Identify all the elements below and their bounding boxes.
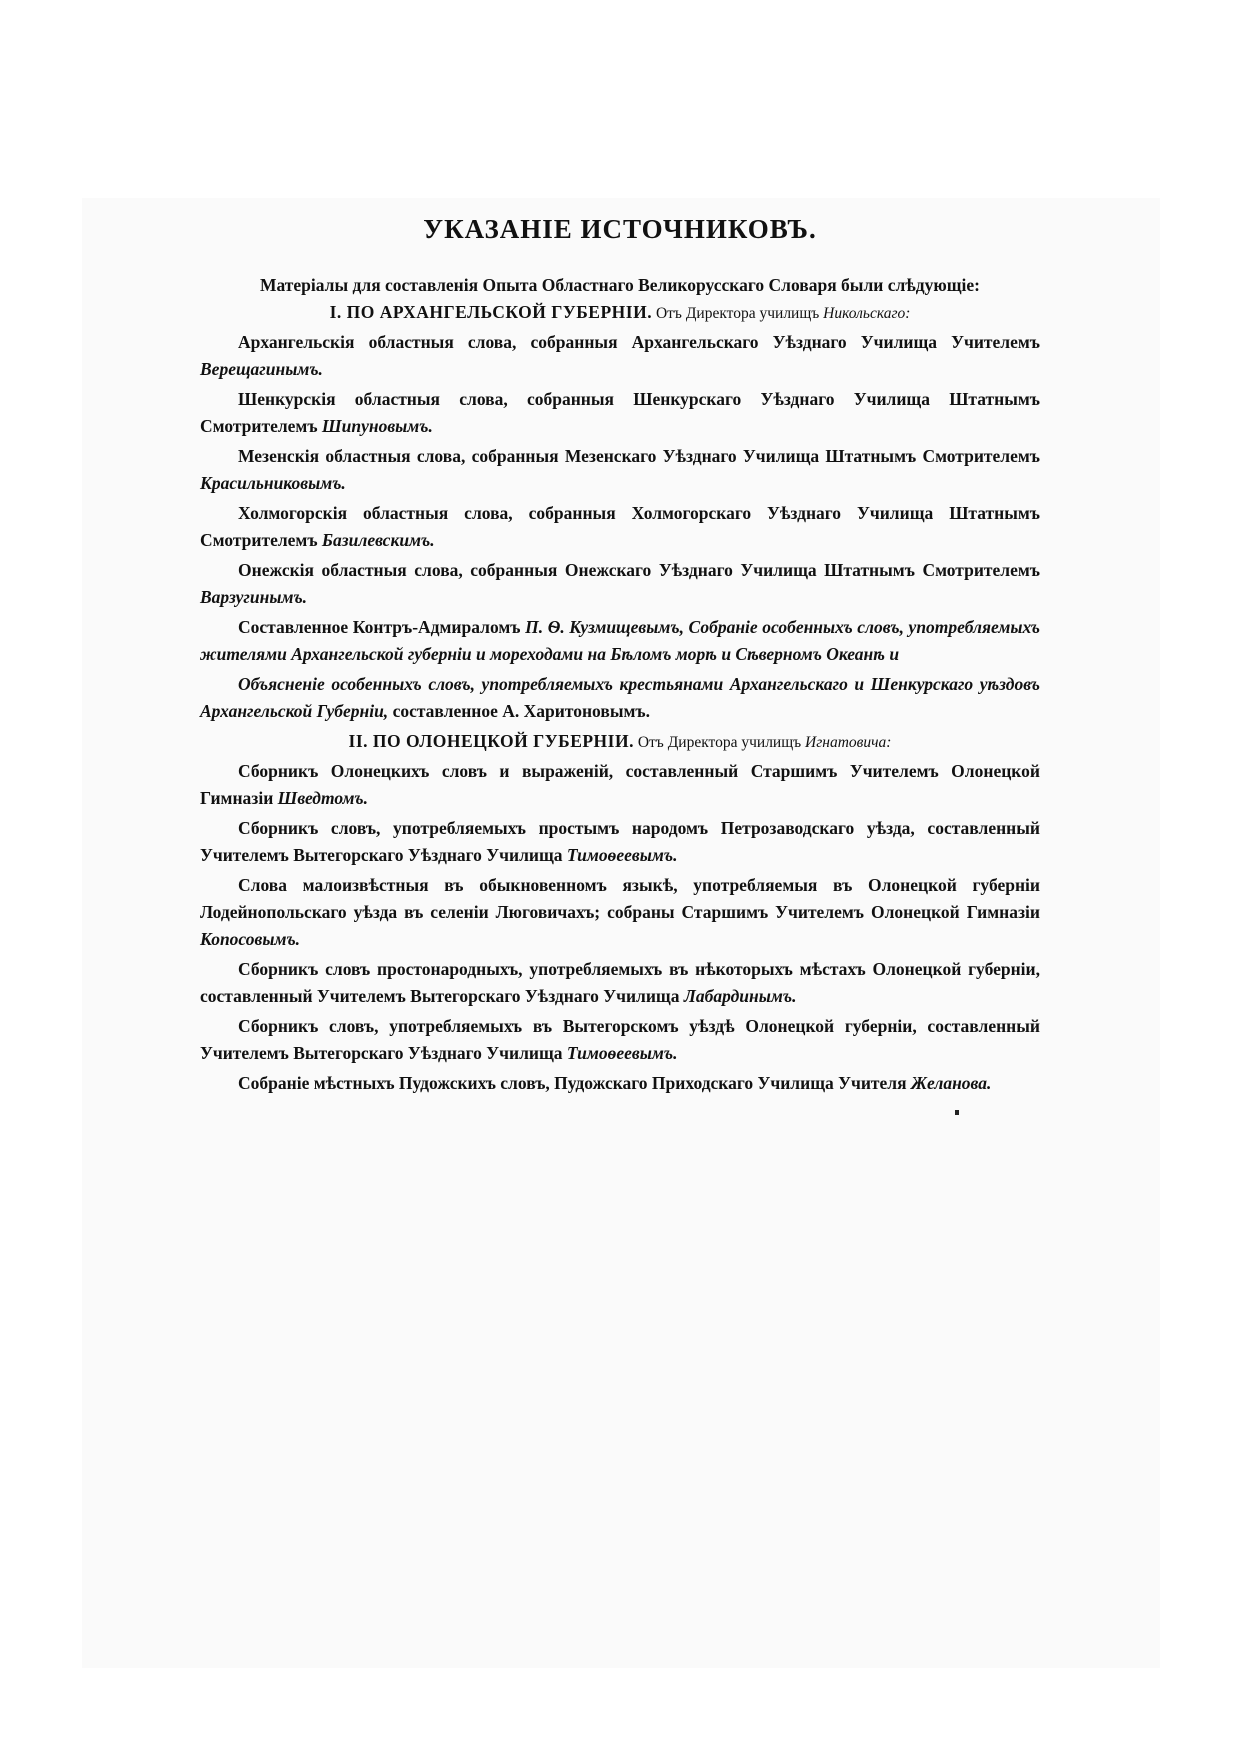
entry-author: Варзугинымъ. <box>200 587 308 607</box>
entry-text: Сборникъ словъ, употребляемыхъ простымъ народомъ Петрозаводскаго уѣзда, составленный Учителемъ Вытегорскаго Уѣзднаго Училища <box>200 818 1040 865</box>
entry-author: Объясненіе особенныхъ словъ, употребляемыхъ крестьянами Архангельскаго и Шенкурскаго уѣздовъ Архангельской Губерніи, <box>200 674 1040 721</box>
entry-text: Сборникъ Олонецкихъ словъ и выраженій, составленный Старшимъ Учителемъ Олонецкой Гимназіи <box>200 761 1040 808</box>
source-entry <box>200 557 1040 611</box>
page-title: УКАЗАНІЕ ИСТОЧНИКОВЪ. <box>423 214 817 244</box>
section-from: Отъ Директора училищъ <box>633 734 806 751</box>
entry-text: Сборникъ словъ, употребляемыхъ въ Вытегорскомъ уѣздѣ Олонецкой губерніи, составленный Учителемъ Вытегорскаго Уѣзднаго Училища <box>200 1016 1040 1063</box>
entry-author: Красильниковымъ. <box>200 473 346 493</box>
section-title: II. ПО ОЛОНЕЦКОЙ ГУБЕРНІИ. <box>348 731 634 751</box>
source-entry <box>200 614 1040 668</box>
entry-author: Шведтомъ. <box>277 788 369 808</box>
entry-text: Мезенскія областныя слова, собранныя Мезенскаго Уѣзднаго Училища Штатнымъ Смотрителемъ <box>238 446 1040 466</box>
entry-author: Базилевскимъ. <box>321 530 435 550</box>
ink-speck <box>955 1110 959 1115</box>
entry-text: Слова малоизвѣстныя въ обыкновенномъ языкѣ, употребляемыя въ Олонецкой губерніи Лодейнопольскаго уѣзда въ селеніи Люговичахъ; собраны Старшимъ Учителемъ Олонецкой Гимназіи <box>200 875 1040 922</box>
entry-text: Сборникъ словъ простонародныхъ, употребляемыхъ въ нѣкоторыхъ мѣстахъ Олонецкой губерніи, составленный Учителемъ Вытегорскаго Уѣзднаго Училища <box>200 959 1040 1006</box>
section-from: Отъ Директора училищъ <box>652 305 824 322</box>
source-entry <box>200 1070 1040 1097</box>
entry-text: Архангельскія областныя слова, собранныя Архангельскаго Уѣзднаго Училища Учителемъ <box>238 332 1040 352</box>
entry-tail: составленное А. Харитоновымъ. <box>388 701 650 721</box>
entry-author: П. Ѳ. Кузмищевымъ, Собраніе особенныхъ словъ, употребляемыхъ жителями Архангельской губерніи и мореходами на Бѣломъ морѣ и Сѣверномъ Океанѣ и <box>200 617 1040 664</box>
document-body <box>200 212 1040 1100</box>
section-director: Игнатовича: <box>805 734 892 751</box>
source-entry <box>200 500 1040 554</box>
entry-author: Копосовымъ. <box>200 929 301 949</box>
entry-author: Шипуновымъ. <box>321 416 433 436</box>
entry-author: Лабардинымъ. <box>683 986 797 1006</box>
source-entry <box>200 956 1040 1010</box>
section-director: Никольскаго: <box>823 305 911 322</box>
source-entry <box>200 671 1040 725</box>
source-entry <box>200 386 1040 440</box>
entry-author: Тимоѳеевымъ. <box>566 845 678 865</box>
entry-text: Собраніе мѣстныхъ Пудожскихъ словъ, Пудожскаго Приходскаго Училища Учителя <box>238 1073 911 1093</box>
entry-text: Шенкурскія областныя слова, собранныя Шенкурскаго Уѣзднаго Училища Штатнымъ Смотрителемъ <box>200 389 1040 436</box>
entry-text: Составленное Контръ-Адмираломъ <box>238 617 526 637</box>
entry-author: Желанова. <box>910 1073 992 1093</box>
entry-text: Онежскія областныя слова, собранныя Онежскаго Уѣзднаго Училища Штатнымъ Смотрителемъ <box>238 560 1040 580</box>
entry-author: Верещагинымъ. <box>200 359 323 379</box>
source-entry <box>200 815 1040 869</box>
entry-author: Тимоѳеевымъ. <box>566 1043 678 1063</box>
entry-text: Холмогорскія областныя слова, собранныя Холмогорскаго Уѣзднаго Училища Штатнымъ Смотрителемъ <box>200 503 1040 550</box>
section-heading-arkhangelsk <box>200 299 1040 327</box>
source-entry <box>200 758 1040 812</box>
source-entry <box>200 443 1040 497</box>
section-heading-olonets <box>200 728 1040 756</box>
intro-line: Матеріалы для составленія Опыта Областнаго Великорусскаго Словаря были слѣдующіе: <box>259 275 981 295</box>
source-entry <box>200 329 1040 383</box>
source-entry <box>200 872 1040 953</box>
source-entry <box>200 1013 1040 1067</box>
section-title: I. ПО АРХАНГЕЛЬСКОЙ ГУБЕРНІИ. <box>329 302 653 322</box>
